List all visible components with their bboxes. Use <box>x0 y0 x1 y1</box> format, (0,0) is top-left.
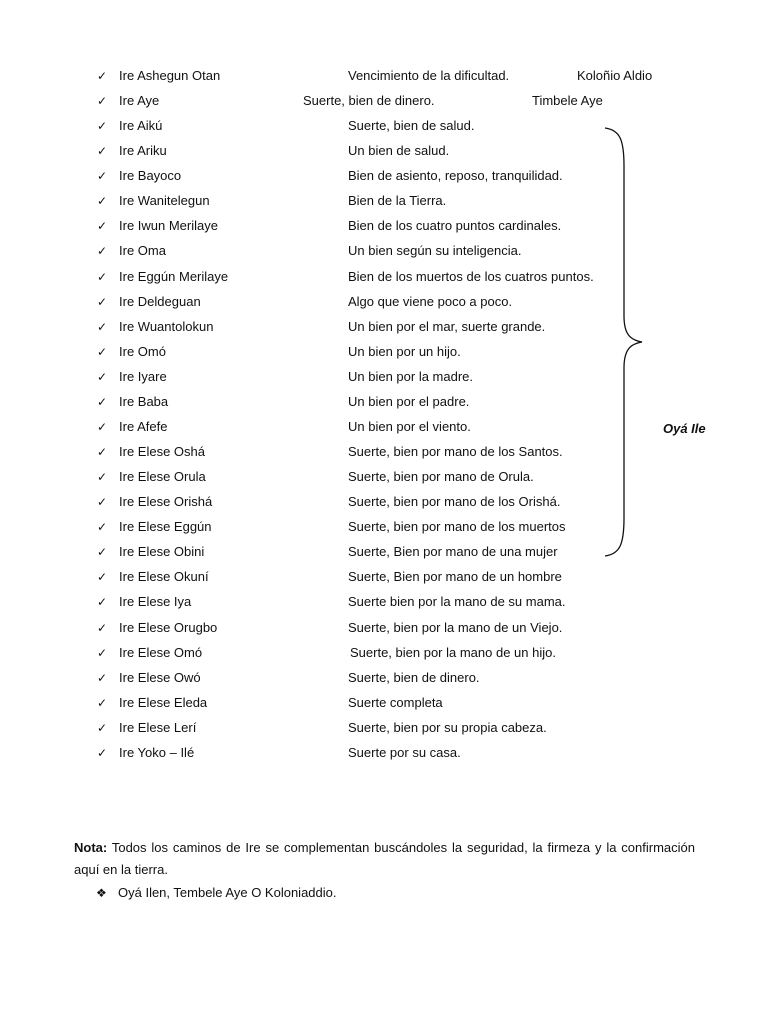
ire-name: Ire Elese Oshá <box>119 444 205 460</box>
checkmark-icon: ✓ <box>96 219 108 234</box>
list-item <box>0 668 768 688</box>
ire-name: Ire Aye <box>119 93 160 109</box>
list-item <box>0 116 768 136</box>
ire-meaning: Suerte, bien de dinero. <box>348 669 480 685</box>
ire-name: Ire Ashegun Otan <box>119 68 221 83</box>
bullet-text: Oyá Ilen, Tembele Aye O Koloniaddio. <box>118 885 337 900</box>
diamond-bullet-icon: ❖ <box>96 886 107 900</box>
ire-extra: Timbele Aye <box>532 93 603 109</box>
ire-name: Ire Elese Okuní <box>119 569 209 585</box>
checkmark-icon: ✓ <box>96 470 108 485</box>
ire-name: Ire Eggún Merilaye <box>119 268 229 284</box>
ire-name: Ire Elese Eggún <box>119 519 212 535</box>
ire-name: Ire Wanitelegun <box>119 193 210 209</box>
list-item <box>0 91 768 111</box>
ire-meaning: Algo que viene poco a poco. <box>348 293 513 309</box>
ire-meaning: Suerte, bien por mano de los Orishá. <box>348 494 561 510</box>
list-item <box>0 693 768 713</box>
checkmark-icon: ✓ <box>96 720 108 735</box>
list-item <box>0 542 768 562</box>
ire-meaning: Un bien por el viento. <box>348 418 471 434</box>
checkmark-icon: ✓ <box>96 244 108 259</box>
ire-name: Ire Elese Orishá <box>119 494 213 510</box>
list-item <box>0 467 768 487</box>
checkmark-icon: ✓ <box>96 545 108 560</box>
ire-name: Ire Oma <box>119 243 166 259</box>
ire-name: Ire Aikú <box>119 118 163 134</box>
ire-meaning: Suerte, bien de salud. <box>348 118 475 134</box>
list-item <box>0 743 768 763</box>
ire-extra: Koloñio Aldio <box>577 68 653 83</box>
ire-name: Ire Deldeguan <box>119 293 201 309</box>
list-item <box>0 191 768 211</box>
ire-name: Ire Elese Lerí <box>119 719 197 735</box>
ire-meaning: Un bien por un hijo. <box>348 343 461 359</box>
list-item <box>0 592 768 612</box>
checkmark-icon: ✓ <box>96 445 108 460</box>
checkmark-icon: ✓ <box>96 495 108 510</box>
checkmark-icon: ✓ <box>96 169 108 184</box>
ire-name: Ire Elese Eleda <box>119 694 208 710</box>
list-item <box>0 216 768 236</box>
checkmark-icon: ✓ <box>96 745 108 760</box>
list-item <box>0 618 768 638</box>
checkmark-icon: ✓ <box>96 394 108 409</box>
ire-meaning: Bien de asiento, reposo, tranquilidad. <box>348 168 563 184</box>
checkmark-icon: ✓ <box>96 94 108 109</box>
ire-name: Ire Elese Owó <box>119 669 201 685</box>
ire-name: Ire Omó <box>119 343 166 359</box>
ire-meaning: Suerte, bien por la mano de un hijo. <box>350 644 556 660</box>
curly-brace-icon <box>600 126 650 558</box>
ire-meaning: Suerte, bien por mano de los muertos <box>348 519 566 535</box>
list-item <box>0 643 768 663</box>
ire-meaning: Un bien según su inteligencia. <box>348 243 522 259</box>
list-item <box>0 342 768 362</box>
checkmark-icon: ✓ <box>96 645 108 660</box>
note-paragraph <box>74 837 695 881</box>
ire-meaning: Suerte, bien de dinero. <box>303 93 435 109</box>
ire-meaning: Suerte, bien por la mano de un Viejo. <box>348 619 563 635</box>
ire-meaning: Bien de la Tierra. <box>348 193 447 209</box>
ire-meaning: Suerte bien por la mano de su mama. <box>348 594 566 610</box>
ire-name: Ire Elese Omó <box>119 644 203 660</box>
checkmark-icon: ✓ <box>96 419 108 434</box>
ire-meaning: Suerte, bien por mano de los Santos. <box>348 444 563 460</box>
checkmark-icon: ✓ <box>96 344 108 359</box>
ire-meaning: Suerte, bien por su propia cabeza. <box>348 719 547 735</box>
checkmark-icon: ✓ <box>96 520 108 535</box>
ire-name: Ire Yoko – Ilé <box>119 744 195 760</box>
list-item <box>0 517 768 537</box>
list-item <box>0 492 768 512</box>
checkmark-icon: ✓ <box>96 695 108 710</box>
list-item <box>0 241 768 261</box>
checkmark-icon: ✓ <box>96 620 108 635</box>
ire-name: Ire Elese Iya <box>119 594 192 610</box>
ire-meaning: Bien de los cuatro puntos cardinales. <box>348 218 562 234</box>
ire-meaning: Un bien por la madre. <box>348 368 474 384</box>
list-item <box>0 442 768 462</box>
list-item <box>0 317 768 337</box>
ire-name: Ire Bayoco <box>119 168 182 184</box>
list-item <box>0 392 768 412</box>
list-item <box>0 166 768 186</box>
ire-name: Ire Wuantolokun <box>119 318 214 334</box>
list-item <box>0 267 768 287</box>
checkmark-icon: ✓ <box>96 595 108 610</box>
brace-label: Oyá Ile <box>663 421 706 436</box>
checkmark-icon: ✓ <box>96 570 108 585</box>
checkmark-icon: ✓ <box>96 294 108 309</box>
ire-meaning: Suerte por su casa. <box>348 744 461 760</box>
checkmark-icon: ✓ <box>96 69 108 83</box>
ire-meaning: Suerte, Bien por mano de un hombre <box>348 569 562 585</box>
ire-name: Ire Iyare <box>119 368 167 384</box>
ire-meaning: Bien de los muertos de los cuatros puntos. <box>348 268 594 284</box>
list-item <box>0 417 768 437</box>
checkmark-icon: ✓ <box>96 269 108 284</box>
note-label: Nota: <box>74 840 108 855</box>
checkmark-icon: ✓ <box>96 119 108 134</box>
list-item <box>0 718 768 738</box>
list-item <box>0 66 768 86</box>
ire-meaning: Un bien por el padre. <box>348 393 470 409</box>
ire-meaning: Un bien por el mar, suerte grande. <box>348 318 546 334</box>
checkmark-icon: ✓ <box>96 670 108 685</box>
ire-meaning: Suerte, bien por mano de Orula. <box>348 469 534 485</box>
ire-name: Ire Elese Orugbo <box>119 619 218 635</box>
ire-name: Ire Baba <box>119 393 169 409</box>
checkmark-icon: ✓ <box>96 194 108 209</box>
ire-name: Ire Afefe <box>119 418 168 434</box>
ire-name: Ire Elese Orula <box>119 469 206 485</box>
checkmark-icon: ✓ <box>96 319 108 334</box>
ire-meaning: Suerte, Bien por mano de una mujer <box>348 544 558 560</box>
checkmark-icon: ✓ <box>96 369 108 384</box>
bullet-item <box>96 882 337 904</box>
ire-name: Ire Iwun Merilaye <box>119 218 218 234</box>
ire-name: Ire Ariku <box>119 143 167 159</box>
ire-meaning: Suerte completa <box>348 694 443 710</box>
list-item <box>0 292 768 312</box>
ire-name: Ire Elese Obini <box>119 544 205 560</box>
ire-meaning: Un bien de salud. <box>348 143 450 159</box>
list-item <box>0 567 768 587</box>
ire-meaning: Vencimiento de la dificultad. <box>348 68 510 83</box>
list-item <box>0 141 768 161</box>
list-item <box>0 367 768 387</box>
note-text: Todos los caminos de Ire se complementan buscándoles la seguridad, la firmeza y la confirmación aquí en la tierra. <box>74 840 695 877</box>
checkmark-icon: ✓ <box>96 144 108 159</box>
